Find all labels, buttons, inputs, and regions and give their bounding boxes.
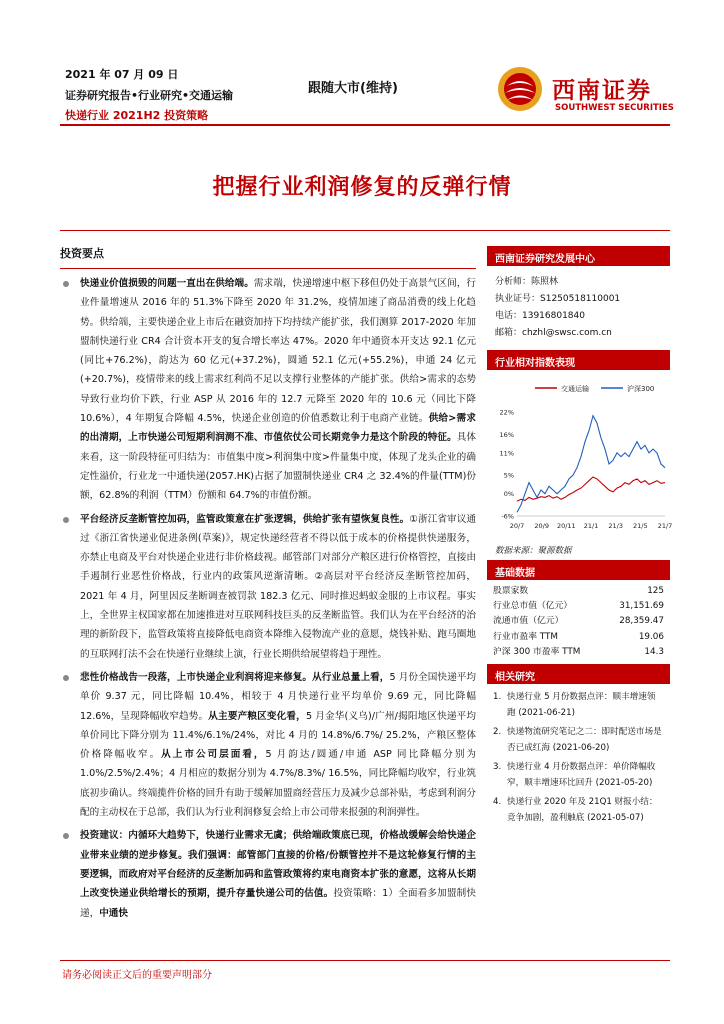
point-paragraph	[60, 826, 476, 922]
analyst-phone: 电话：13916801840	[495, 311, 585, 321]
point-text: 投资策略：1）全面看多加盟制快递，	[80, 888, 477, 919]
basic-data-value: 28,359.47	[619, 616, 664, 627]
x-tick-label: 21/5	[633, 522, 648, 530]
footer-disclaimer: 请务必阅读正文后的重要声明部分	[62, 970, 212, 981]
report-strategy: 快递行业 2021H2 投资策略	[65, 109, 209, 122]
x-tick-label: 20/9	[534, 522, 549, 530]
bullet-icon	[63, 675, 69, 681]
related-num: 4.	[493, 797, 502, 808]
basic-data-value: 125	[647, 586, 664, 596]
logo-name: 西南证券	[552, 77, 652, 104]
basic-data-table	[487, 580, 670, 664]
analyst-license: 执业证号：S1250518110001	[495, 294, 621, 304]
point-bold: 快递业价值损毁的问题一直出在供给端。	[80, 278, 254, 289]
y-tick-label: 22%	[499, 408, 514, 417]
point-paragraph	[60, 274, 476, 506]
point-bold: 中通快	[99, 907, 128, 919]
basic-data-label: 沪深 300 市盈率 TTM	[493, 646, 581, 657]
related-text: 快递行业 4 月份数据点评：单价降幅收窄，顺丰增速环比回升 (2021-05-20)	[507, 762, 656, 788]
point-text: 5 月韵达/圆通/申通 ASP 同比降幅分别为 1.0%/2.5%/2.4%；4 月相应的数据分别为 4.7%/8.3%/ 16.5%，同比降幅均收窄，行业筑底初步确认。终端揽件价格的回升有助于缓解加盟商经营压力及减少总部补贴，考虑到利润分配的主动权在于总部，我们认为行业利润修复会给上市公司带来报强的利润弹性。	[80, 749, 477, 819]
basic-data-header: 基础数据	[487, 560, 670, 580]
report-date: 2021 年 07 月 09 日	[65, 68, 179, 81]
related-num: 2.	[493, 727, 502, 738]
related-num: 1.	[493, 692, 502, 703]
index-chart	[487, 370, 673, 540]
y-tick-label: 5%	[503, 471, 514, 480]
series-line-交通运输	[517, 477, 665, 501]
point-text: 5 月金华(义乌)/广州/揭阳地区快递平均单价同比下降分别为 11.4%/6.1%/24%，对比 4 月的 14.8%/6.7%/ 25.2%，产粮区整体价格降幅收窄。	[80, 710, 477, 761]
related-text: 快递行业 5 月份数据点评：顺丰增速领跑 (2021-06-21)	[507, 692, 656, 718]
bullet-icon	[63, 281, 69, 287]
index-chart-svg	[487, 370, 673, 540]
basic-data-row	[493, 645, 664, 660]
basic-data-row	[493, 584, 664, 599]
x-tick-label: 21/1	[583, 522, 599, 530]
basic-data-row	[493, 630, 664, 645]
analyst-header: 西南证券研究发展中心	[487, 246, 670, 266]
x-tick-label: 21/3	[608, 522, 623, 530]
report-title: 把握行业利润修复的反弹行情	[212, 175, 512, 200]
y-tick-label: 16%	[499, 430, 514, 439]
logo-english-name: SOUTHWEST SECURITIES	[555, 103, 674, 113]
basic-data-label: 行业市盈率 TTM	[493, 631, 558, 642]
basic-data-row	[493, 599, 664, 614]
point-text: 需求端，快递增速中枢下移但仍处于高景气区间，行业件量增速从 2016 年的 51.3%下降至 2020 年 31.2%，疫情加速了商品消费的线上化趋势。供给端，主要快递企业上市后在融资加持下均持续产能扩张，我们测算 2017-2020 年加盟制快递行业 CR4 合计资本开支的复合增长率达 47%。2020 年中通资本开支达 92.1 亿元(同比+76.2%)，韵达为 60 亿元(+37.2%)，圆通 52.1 亿元(+55.2%)，申通 24 亿元(+20.7%)，疫情带来的线上需求红利尚不足以支撑行业整体的产能扩张。供给>需求的态势导致行业均价下跌，行业 ASP 从 2016 年的 12.7 元降至 2020 年的 10.6 元（同比下降 10.6%），4 年期复合降幅 4.5%，快递企业创造的价值悉数让利于电商产业链。	[80, 278, 477, 425]
rating: 跟随大市(维持)	[308, 81, 398, 96]
bullet-icon	[63, 517, 69, 523]
related-item[interactable]	[493, 795, 664, 826]
header-divider	[60, 124, 670, 126]
chart-source: 数据来源：聚源数据	[495, 546, 572, 556]
investment-points	[60, 245, 476, 927]
point-bold: 从主要产粮区变化看，	[208, 710, 306, 722]
investment-points-heading: 投资要点	[60, 247, 104, 260]
x-tick-label: 21/7	[657, 522, 673, 530]
title-divider	[60, 230, 670, 231]
legend-label: 沪深300	[627, 385, 655, 393]
analyst-name: 分析师：陈照林	[495, 277, 559, 287]
x-tick-label: 20/11	[556, 522, 576, 530]
basic-data-value: 31,151.69	[619, 601, 664, 612]
point-bold: 供给>需求的出清期，上市快递公司短期利润测不准、市值依仗公司长期竞争力是这个阶段的特征。	[80, 413, 476, 444]
y-tick-label: -6%	[501, 512, 514, 521]
related-item[interactable]	[493, 725, 664, 756]
basic-data-row	[493, 614, 664, 629]
related-item[interactable]	[493, 690, 664, 721]
investment-points-rule	[60, 268, 476, 269]
point-bold: 平台经济反垄断管控加码，监管政策意在扩张逻辑，供给扩张有望恢复良性。	[80, 513, 410, 525]
analyst-info	[487, 266, 670, 350]
analyst-email[interactable]: 邮箱：chzhl@swsc.com.cn	[495, 328, 612, 338]
sidebar	[487, 246, 673, 836]
index-chart-header: 行业相对指数表现	[487, 350, 670, 370]
related-num: 3.	[493, 762, 502, 773]
basic-data-label: 流通市值（亿元）	[493, 616, 564, 627]
related-text: 快递行业 2020 年及 21Q1 财报小结：竞争加剧，盈利触底 (2021-05-07)	[507, 797, 658, 823]
point-text: ①浙江省审议通过《浙江省快递业促进条例(草案)》，规定快递经营者不得以低于成本的价格提供快递服务，亦禁止电商及平台对快递企业进行非价格歧视。邮管部门对部分产粮区进行价格管控，直接由手遏制行业恶性价格战，行业内的政策风逆渐清晰。②高层对平台经济反垄断管控加码，2021 年 4 月，阿里因反垄断调查被罚款 182.3 亿元、同时推迟蚂蚁金服的上市议程。事实上，全世界主权国家都在加速推进对互联网科技巨头的反垄断监管。我们认为在平台经济的治理的新阶段下，监管政策将直接降低电商资本降维入侵物流产业的意愿，烧钱补贴、跑马圈地的互联网打法不会在快递行业继续上演，行业长期供给展望将趋于理性。	[80, 513, 476, 660]
bullet-icon	[63, 833, 69, 839]
basic-data-value: 19.06	[638, 631, 664, 642]
footer-divider	[60, 960, 670, 961]
point-text: 具体来看，这一阶段特征可归结为：市值集中度>利润集中度>件量集中度，体现了龙头企业的确定性溢价，行业龙一中通快递(2057.HK)占据了加盟制快递业 CR4 之 32.4%的件量(TTM)份额，62.8%的利润（TTM）份额和 64.7%的市值份额。	[80, 432, 477, 502]
point-text: 5 月份全国快递平均单价 9.37 元，同比降幅 10.4%，相较于 4 月快递行业平均单价 9.69 元，同比降幅 12.6%，呈现降幅收窄趋势。	[80, 671, 477, 722]
related-text: 快递物流研究笔记之二：即时配送市场是否已成红海 (2021-06-20)	[507, 727, 662, 753]
report-category: 证券研究报告•行业研究•交通运输	[65, 89, 234, 102]
point-bold: 投资建议：内循环大趋势下，快递行业需求无虞；供给端政策底已现，价格战缓解会给快递企业带来业绩的逆步修复。我们强调：邮管部门直接的价格/份额管控并不是这轮修复行情的主要逻辑，而政府对平台经济的反垄断加码和监管政策将约束电商资本扩张的意愿，这将从长期上改变快递业供给增长的预期，提升存量快递公司的估值。	[80, 830, 476, 900]
related-list	[487, 684, 670, 836]
basic-data-value: 14.3	[644, 646, 664, 657]
point-bold: 从上市公司层面看，	[161, 749, 266, 761]
company-logo-icon	[497, 66, 543, 112]
basic-data-label: 股票家数	[493, 586, 529, 596]
point-paragraph	[60, 510, 476, 664]
basic-data-label: 行业总市值（亿元）	[493, 601, 573, 612]
point-bold: 悲性价格战告一段落，上市快递企业利润将迎来修复。从行业总量上看，	[80, 671, 390, 683]
related-header: 相关研究	[487, 664, 670, 684]
y-tick-label: 11%	[499, 449, 514, 458]
x-tick-label: 20/7	[509, 522, 525, 530]
y-tick-label: 0%	[503, 490, 514, 499]
legend-label: 交通运输	[561, 385, 589, 393]
point-paragraph	[60, 668, 476, 822]
related-item[interactable]	[493, 760, 664, 791]
